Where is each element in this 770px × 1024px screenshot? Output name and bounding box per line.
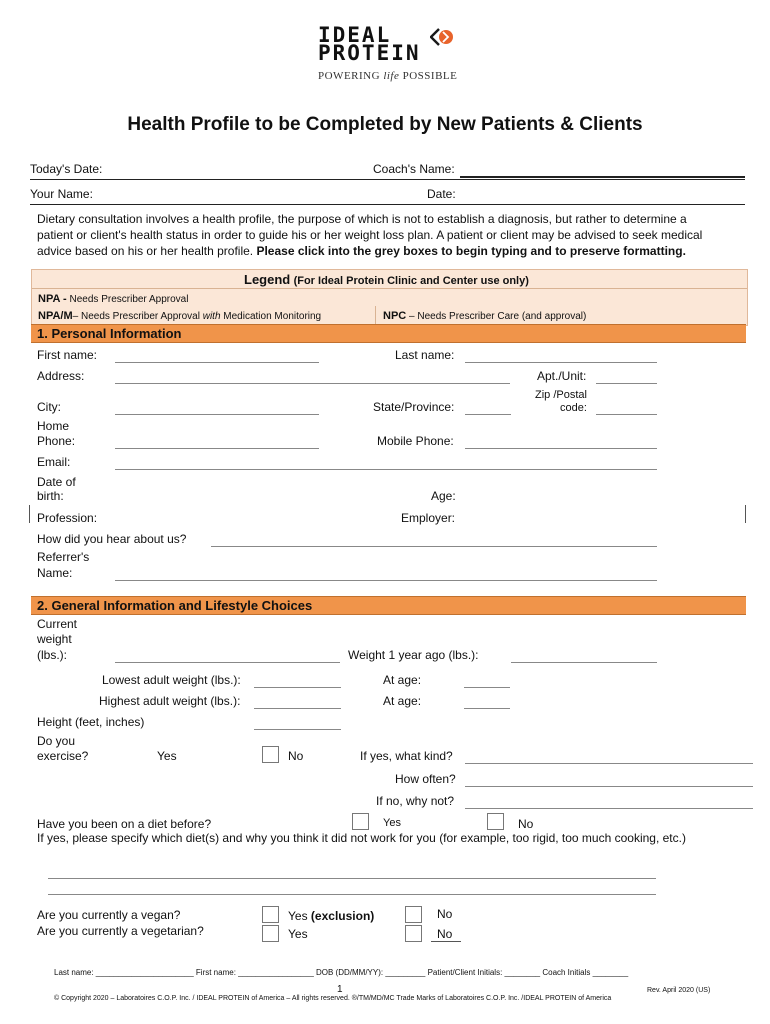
legend-npc: NPC – Needs Prescriber Care (and approval): [383, 310, 587, 322]
current-weight-label-3: (lbs.):: [37, 648, 67, 662]
left-margin-mark: [29, 505, 30, 523]
mobile-phone-field[interactable]: [465, 435, 657, 449]
vegan-yes-label: Yes (exclusion): [288, 909, 375, 923]
how-often-label: How often?: [395, 772, 456, 786]
vegetarian-no-underline: [431, 941, 461, 942]
logo-tagline: POWERING life POSSIBLE: [318, 70, 458, 82]
coach-name-field[interactable]: [460, 163, 745, 178]
diet-specify-field-2[interactable]: [48, 881, 656, 895]
diet-specify-field-1[interactable]: [48, 865, 656, 879]
vegan-yes-checkbox[interactable]: [262, 906, 279, 923]
legend-vdivider: [375, 306, 376, 325]
referrer-label-1: Referrer's: [37, 550, 90, 564]
if-no-why-label: If no, why not?: [376, 794, 455, 808]
diet-specify-label: If yes, please specify which diet(s) and why you think it did not work for you (for example, too rigid, too much cooking, etc.): [37, 831, 686, 845]
current-weight-field[interactable]: [115, 649, 340, 663]
at-age-label-1: At age:: [383, 673, 422, 687]
exercise-kind-field[interactable]: [465, 750, 753, 764]
vegetarian-yes-label: Yes: [288, 927, 308, 941]
date-label: Date:: [427, 187, 456, 201]
header-rule-1: [30, 179, 745, 180]
apt-unit-label: Apt./Unit:: [537, 369, 587, 383]
page-title: Health Profile to be Completed by New Patients & Clients: [127, 114, 643, 135]
exercise-label-1: Do you: [37, 734, 76, 748]
height-label: Height (feet, inches): [37, 715, 145, 729]
referrer-label-2: Name:: [37, 566, 73, 580]
highest-weight-label: Highest adult weight (lbs.):: [99, 694, 241, 708]
highest-at-age-field[interactable]: [464, 695, 510, 709]
state-province-label: State/Province:: [373, 400, 455, 414]
vegetarian-no-label: No: [437, 927, 453, 941]
how-often-field[interactable]: [465, 773, 753, 787]
email-label: Email:: [37, 455, 71, 469]
current-weight-label-2: weight: [37, 632, 72, 646]
section-1-header: [31, 324, 746, 343]
todays-date-label: Today's Date:: [30, 162, 103, 176]
exercise-yes-label: Yes: [157, 749, 177, 763]
weight-year-ago-field[interactable]: [511, 649, 657, 663]
exercise-label-2: exercise?: [37, 749, 89, 763]
last-name-field[interactable]: [465, 349, 657, 363]
weight-year-ago-label: Weight 1 year ago (lbs.):: [348, 648, 479, 662]
logo-line-2: PROTEIN: [318, 41, 421, 65]
legend-title: Legend (For Ideal Protein Clinic and Center use only): [244, 272, 529, 287]
page-number: 1: [337, 984, 343, 995]
home-phone-label-1: Home: [37, 419, 70, 433]
exercise-no-label: No: [288, 749, 304, 763]
tagline-emphasis: life: [383, 70, 400, 82]
diet-yes-checkbox[interactable]: [352, 813, 369, 830]
logo: [318, 23, 458, 86]
logo-line-1: IDEAL: [318, 23, 392, 47]
first-name-label: First name:: [37, 348, 98, 362]
vegetarian-yes-checkbox[interactable]: [262, 925, 279, 942]
if-yes-kind-label: If yes, what kind?: [360, 749, 453, 763]
email-field[interactable]: [115, 456, 657, 470]
first-name-field[interactable]: [115, 349, 319, 363]
last-name-label: Last name:: [395, 348, 455, 362]
state-province-field[interactable]: [465, 401, 511, 415]
age-label: Age:: [431, 489, 456, 503]
right-margin-mark: [745, 505, 746, 523]
legend-divider: [32, 288, 747, 289]
vegetarian-no-checkbox[interactable]: [405, 925, 422, 942]
how-hear-field[interactable]: [211, 533, 657, 547]
intro-line-2: patient or client's health status in order to guide his or her weight loss plan. A patient or client may be advised to seek medical: [37, 228, 703, 242]
legend-npa: NPA - Needs Prescriber Approval: [38, 293, 189, 305]
your-name-label: Your Name:: [30, 187, 93, 201]
lowest-weight-label: Lowest adult weight (lbs.):: [102, 673, 241, 687]
coach-name-label: Coach's Name:: [373, 162, 455, 176]
mobile-phone-label: Mobile Phone:: [377, 434, 454, 448]
vegan-no-checkbox[interactable]: [405, 906, 422, 923]
why-not-field[interactable]: [465, 795, 753, 809]
referrer-field[interactable]: [115, 567, 657, 581]
zip-label-1: Zip /Postal: [535, 389, 587, 401]
home-phone-label-2: Phone:: [37, 434, 76, 448]
logo-mark-icon: [430, 28, 456, 46]
revision-label: Rev. April 2020 (US): [647, 987, 711, 994]
highest-weight-field[interactable]: [254, 695, 341, 709]
address-label: Address:: [37, 369, 85, 383]
legend-npam: NPA/M– Needs Prescriber Approval with Medication Monitoring: [38, 310, 322, 322]
city-field[interactable]: [115, 401, 319, 415]
lowest-weight-field[interactable]: [254, 674, 341, 688]
how-hear-label: How did you hear about us?: [37, 532, 187, 546]
header-rule-2: [30, 204, 745, 205]
address-field[interactable]: [115, 370, 510, 384]
intro-line-3: advice based on his or her health profile. Please click into the grey boxes to begin typing and to preserve formatting.: [37, 244, 686, 258]
legend-box: [31, 269, 748, 326]
zip-label-2: code:: [560, 402, 587, 414]
section-1-title: 1. Personal Information: [37, 326, 182, 341]
diet-no-label: No: [518, 817, 534, 831]
profession-label: Profession:: [37, 511, 98, 525]
diet-yes-label: Yes: [383, 817, 401, 829]
vegetarian-question: Are you currently a vegetarian?: [37, 924, 204, 938]
vegan-no-label: No: [437, 907, 453, 921]
section-2-title: 2. General Information and Lifestyle Choices: [37, 598, 313, 613]
section-2-header: [31, 596, 746, 615]
intro-line-1: Dietary consultation involves a health profile, the purpose of which is not to establish a diagnosis, but rather to determine a: [37, 212, 687, 226]
vegan-question: Are you currently a vegan?: [37, 908, 181, 922]
intro-instruction: Please click into the grey boxes to begin typing and to preserve formatting.: [256, 244, 686, 258]
home-phone-field[interactable]: [115, 435, 319, 449]
exercise-no-checkbox[interactable]: [262, 746, 279, 763]
apt-unit-field[interactable]: [596, 370, 657, 384]
current-weight-label-1: Current: [37, 617, 78, 631]
copyright-text: © Copyright 2020 – Laboratoires C.O.P. Inc. / IDEAL PROTEIN of America – All rights reserved. ®/TM/MD/MC Trade Marks of Laboratoires C.O.P. Inc. /IDEAL PROTEIN of America: [54, 995, 612, 1002]
city-label: City:: [37, 400, 61, 414]
lowest-at-age-field[interactable]: [464, 674, 510, 688]
dob-label-2: birth:: [37, 489, 64, 503]
dob-label-1: Date of: [37, 475, 76, 489]
at-age-label-2: At age:: [383, 694, 422, 708]
employer-label: Employer:: [401, 511, 456, 525]
footer-fields: Last name: ______________________ First name: _________________ DOB (DD/MM/YY): _________ Patient/Client Initials: ________ Coach Initials ________: [54, 968, 629, 977]
zip-field[interactable]: [596, 401, 657, 415]
diet-before-label: Have you been on a diet before?: [37, 817, 212, 831]
diet-no-checkbox[interactable]: [487, 813, 504, 830]
height-field[interactable]: [254, 716, 341, 730]
